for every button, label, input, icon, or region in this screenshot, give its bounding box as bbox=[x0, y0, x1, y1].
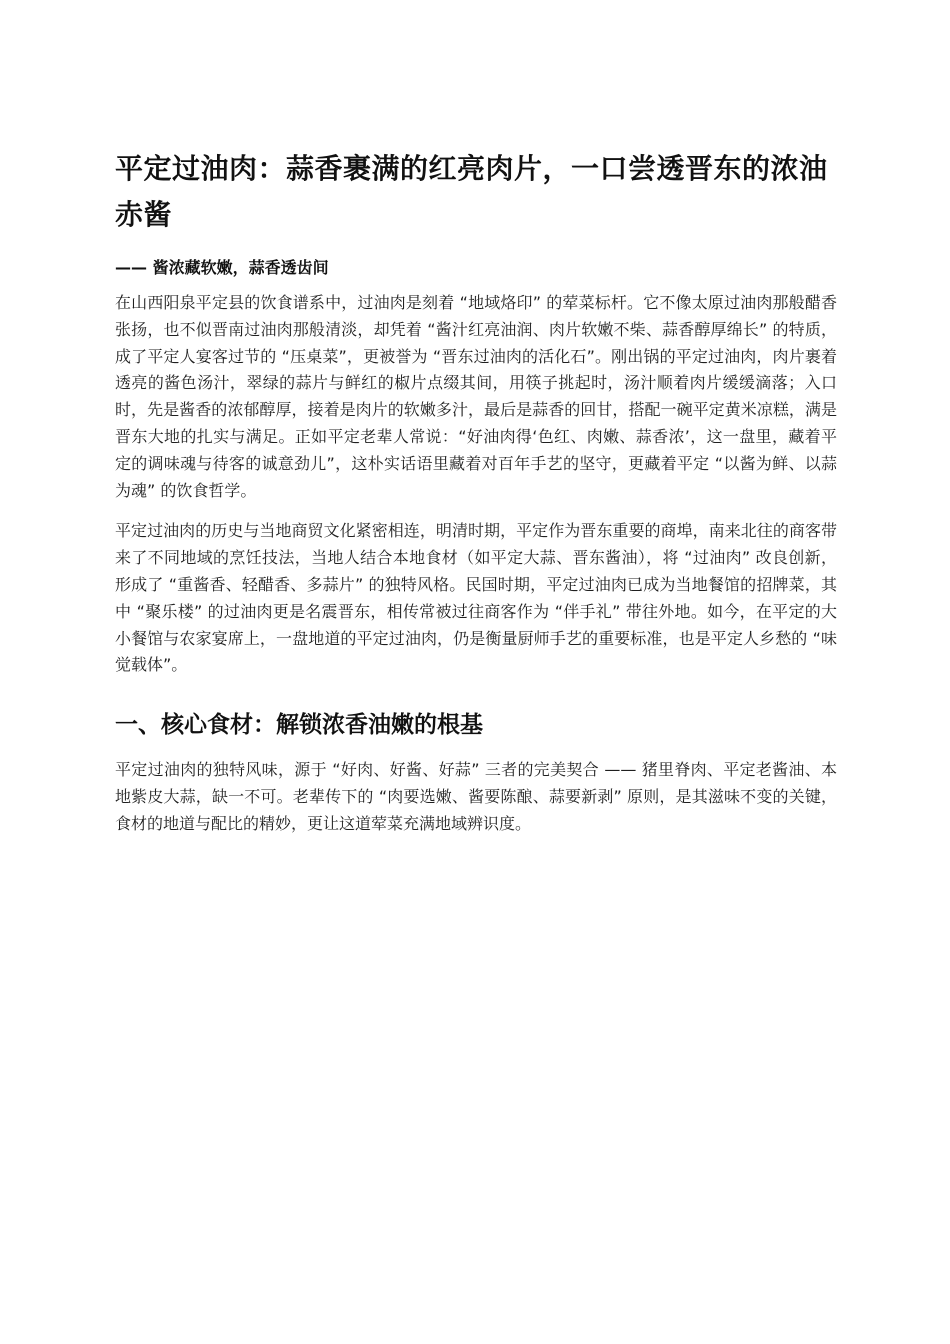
document-page bbox=[115, 146, 837, 838]
document-subtitle: —— 酱浓藏软嫩，蒜香透齿间 bbox=[115, 258, 329, 277]
intro-paragraph: 在山西阳泉平定县的饮食谱系中，过油肉是刻着 “地域烙印” 的荤菜标杆。它不像太原过油肉那般醋香张扬，也不似晋南过油肉那般清淡，却凭着 “酱汁红亮油润、肉片软嫩不柴、蒜香醇厚绵长” 的特质，成了平定人宴客过节的 “压桌菜”，更被誉为 “晋东过油肉的活化石”。刚出锅的平定过油肉，肉片裹着透亮的酱色汤汁，翠绿的蒜片与鲜红的椒片点缀其间，用筷子挑起时，汤汁顺着肉片缓缓滴落；入口时，先是酱香的浓郁醇厚，接着是肉片的软嫩多汁，最后是蒜香的回甘，搭配一碗平定黄米凉糕，满是晋东大地的扎实与满足。正如平定老辈人常说：“好油肉得‘色红、肉嫩、蒜香浓’，这一盘里，藏着平定的调味魂与待客的诚意劲儿”，这朴实话语里藏着对百年手艺的坚守，更藏着平定 “以酱为鲜、以蒜为魂” 的饮食哲学。 bbox=[115, 293, 837, 500]
history-paragraph: 平定过油肉的历史与当地商贸文化紧密相连，明清时期，平定作为晋东重要的商埠，南来北往的商客带来了不同地域的烹饪技法，当地人结合本地食材（如平定大蒜、晋东酱油），将 “过油肉” 改良创新，形成了 “重酱香、轻醋香、多蒜片” 的独特风格。民国时期，平定过油肉已成为当地餐馆的招牌菜，其中 “聚乐楼” 的过油肉更是名震晋东，相传常被过往商客作为 “伴手礼” 带往外地。如今，在平定的大小餐馆与农家宴席上，一盘地道的平定过油肉，仍是衡量厨师手艺的重要标准，也是平定人乡愁的 “味觉载体”。 bbox=[115, 521, 837, 675]
document-title: 平定过油肉：蒜香裹满的红亮肉片，一口尝透晋东的浓油赤酱 bbox=[115, 152, 828, 231]
ingredients-paragraph: 平定过油肉的独特风味，源于 “好肉、好酱、好蒜” 三者的完美契合 —— 猪里脊肉、平定老酱油、本地紫皮大蒜，缺一不可。老辈传下的 “肉要选嫩、酱要陈酿、蒜要新剥” 原则，是其滋味不变的关键，食材的地道与配比的精妙，更让这道荤菜充满地域辨识度。 bbox=[115, 760, 837, 833]
section-heading-ingredients: 一、核心食材：解锁浓香油嫩的根基 bbox=[115, 712, 483, 739]
